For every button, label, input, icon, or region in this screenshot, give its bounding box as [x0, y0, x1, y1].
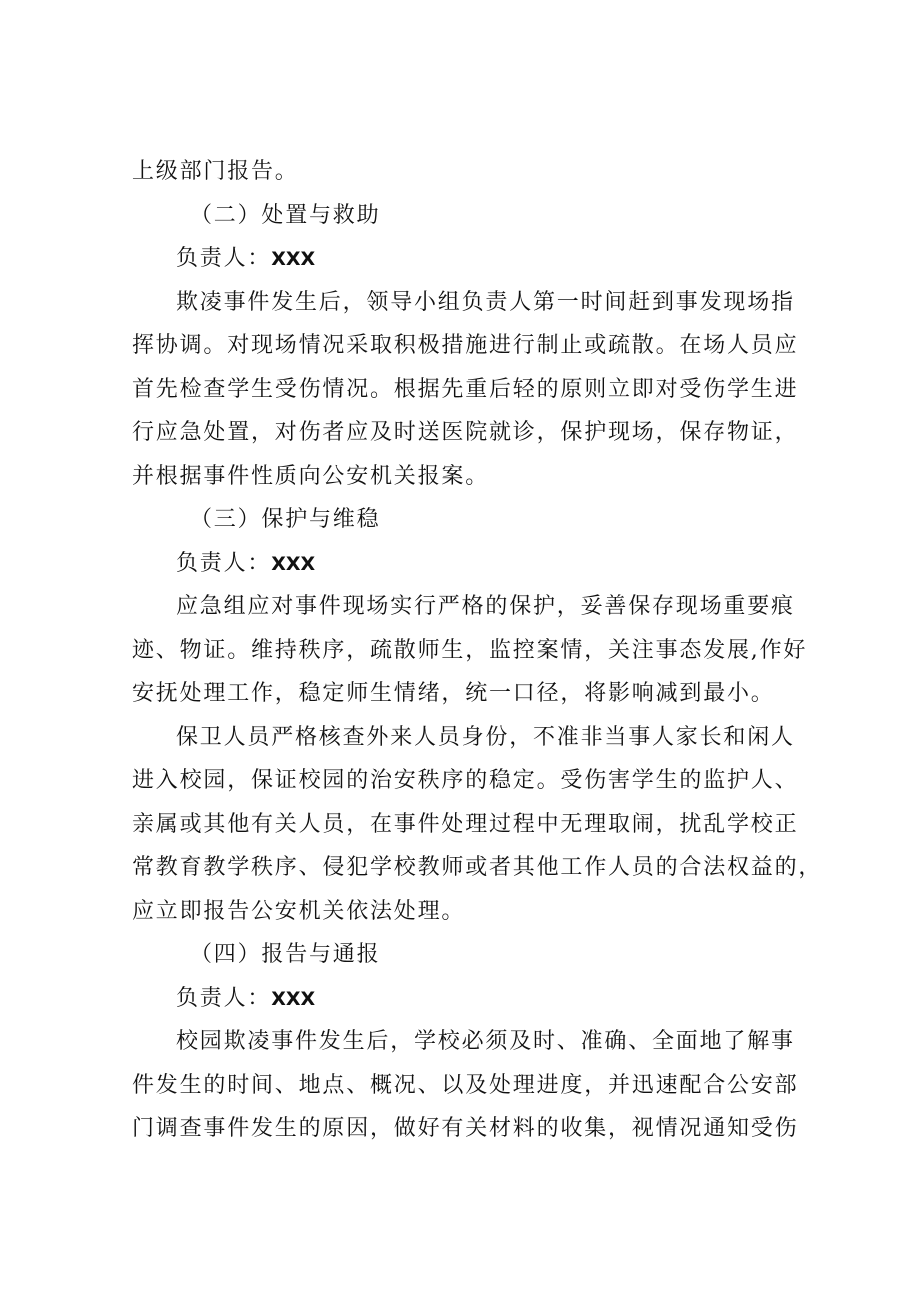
paragraph-first-line: 欺凌事件发生后，领导小组负责人第一时间赶到事发现场指 [176, 289, 795, 315]
responsible-person-line [132, 977, 792, 1021]
paragraph-line: 门调查事件发生的原因，做好有关材料的收集，视情况通知受伤 [132, 1116, 799, 1141]
section-heading: （二）处置与救助 [190, 202, 381, 228]
responsible-label: 负责人： [176, 550, 272, 576]
paragraph-line: 常教育教学秩序、侵犯学校教师或者其他工作人员的合法权益的， [132, 855, 823, 880]
document-page [132, 150, 823, 1151]
paragraph-line: 应立即报告公安机关依法处理。 [132, 898, 466, 924]
paragraph-first-line: 应急组应对事件现场实行严格的保护，妥善保存现场重要痕 [176, 594, 795, 619]
responsible-label: 负责人： [176, 985, 272, 1011]
responsible-person-line [132, 542, 792, 586]
paragraph-line: 行应急处置，对伤者应及时送医院就诊，保护现场，保存物证， [132, 420, 799, 445]
section-heading: （三）保护与维稳 [190, 507, 381, 532]
paragraph-line: 并根据事件性质向公安机关报案。 [132, 463, 490, 489]
paragraph-line: 安抚处理工作，稳定师生情绪，统一口径，将影响减到最小。 [132, 681, 775, 706]
paragraph-line: 件发生的时间、地点、概况、以及处理进度，并迅速配合公安部 [132, 1072, 799, 1098]
paragraph-line: 上级部门报告。 [132, 159, 299, 184]
paragraph-first-line: 保卫人员严格核查外来人员身份，不准非当事人家长和闲人 [176, 724, 795, 750]
responsible-name: XXX [271, 248, 316, 270]
responsible-person-line [132, 237, 792, 281]
paragraph-first-line: 校园欺凌事件发生后，学校必须及时、准确、全面地了解事 [176, 1029, 795, 1054]
paragraph-line: 亲属或其他有关人员，在事件处理过程中无理取闹，扰乱学校正 [132, 811, 799, 837]
paragraph-line: 迹、物证。维持秩序，疏散师生，监控案情，关注事态发展,作好 [132, 637, 808, 663]
responsible-name: XXX [271, 552, 316, 575]
responsible-name: XXX [271, 987, 316, 1010]
paragraph-line: 进入校园，保证校园的治安秩序的稳定。受伤害学生的监护人、 [132, 768, 799, 793]
responsible-label: 负责人： [176, 246, 272, 271]
section-heading: （四）报告与通报 [190, 942, 381, 967]
paragraph-line: 首先检查学生受伤情况。根据先重后轻的原则立即对受伤学生进 [132, 376, 799, 402]
paragraph-line: 挥协调。对现场情况采取积极措施进行制止或疏散。在场人员应 [132, 333, 799, 358]
